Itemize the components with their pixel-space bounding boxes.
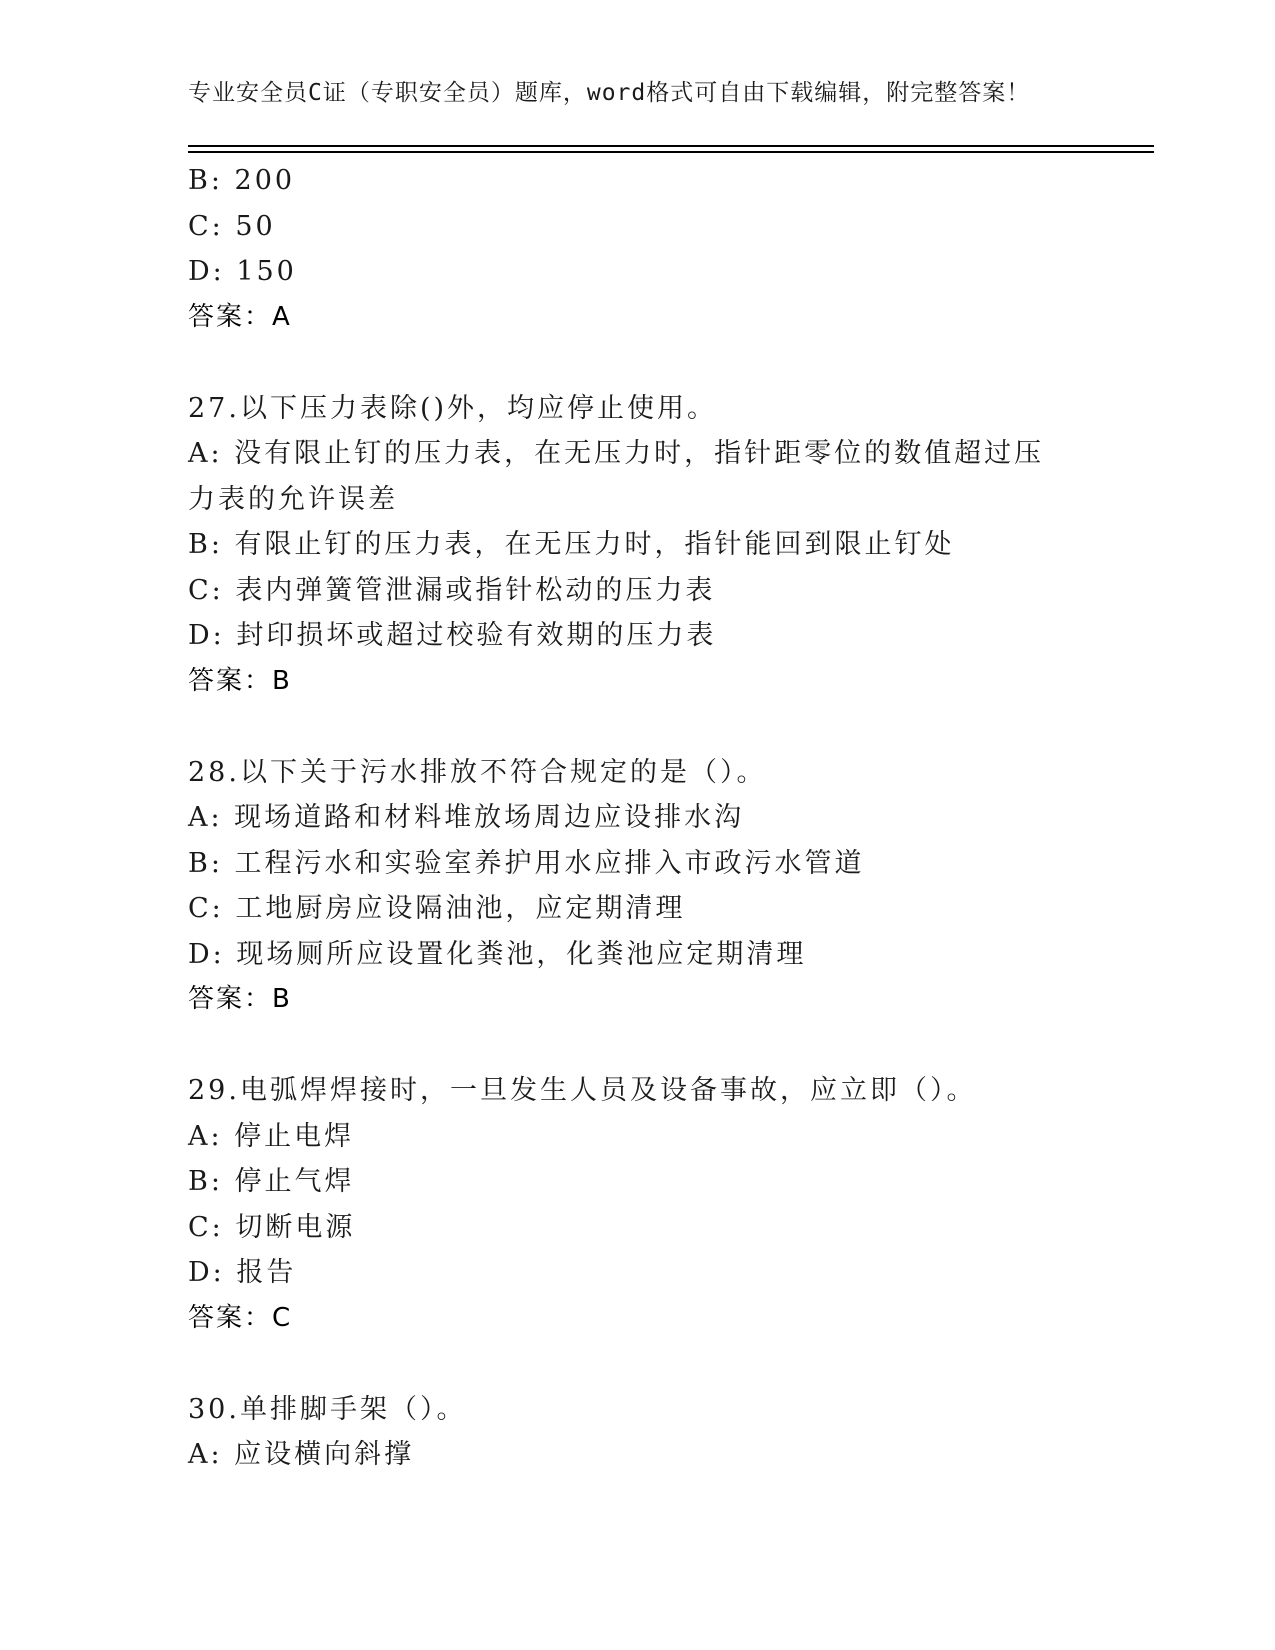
answer-label: 答案：B [188,984,292,1014]
option-c: C: 50 [188,210,276,242]
option-d: D: 封印损坏或超过校验有效期的压力表 [188,620,717,651]
option-a: A: 停止电焊 [188,1120,355,1152]
option-b: B: 有限止钉的压力表，在无压力时，指针能回到限止钉处 [188,529,955,560]
option-d: D: 150 [188,256,297,287]
option-a: A: 没有限止钉的压力表，在无压力时，指针距零位的数值超过压力表的允许误差 [188,438,1045,515]
option-b: B: 200 [188,165,296,196]
answer-label: 答案：C [188,1302,293,1333]
option-b: B: 工程污水和实验室养护用水应排入市政污水管道 [188,847,865,879]
option-c: C: 工地厨房应设隔油池，应定期清理 [188,893,686,924]
spacer [188,704,1088,750]
question-30 [188,1387,1088,1478]
option-b: B: 停止气焊 [188,1166,355,1197]
question-26-continued [188,158,1088,340]
option-c: C: 表内弹簧管泄漏或指针松动的压力表 [188,574,716,606]
option-a: A: 应设横向斜撑 [188,1439,415,1470]
question-29 [188,1068,1088,1341]
question-28 [188,750,1088,1023]
option-a: A: 现场道路和材料堆放场周边应设排水沟 [188,802,745,833]
header-rule-top [188,145,1154,147]
spacer [188,1023,1088,1069]
option-d: D: 报告 [188,1257,297,1288]
question-stem: 29.电弧焊焊接时，一旦发生人员及设备事故，应立即（）。 [188,1075,977,1106]
question-list [188,158,1088,1478]
header-rule-bottom [188,151,1154,153]
option-c: C: 切断电源 [188,1211,356,1243]
question-stem: 28.以下关于污水排放不符合规定的是（）。 [188,756,767,788]
answer-label: 答案：B [188,665,292,696]
question-27 [188,386,1088,705]
question-stem: 27.以下压力表除()外，均应停止使用。 [188,392,718,424]
page-header-title: 专业安全员C证（专职安全员）题库，word格式可自由下载编辑，附完整答案！ [188,80,1031,106]
answer-label: 答案：A [188,301,292,332]
option-d: D: 现场厕所应设置化粪池，化粪池应定期清理 [188,938,807,970]
spacer [188,340,1088,386]
question-stem: 30.单排脚手架（）。 [188,1393,467,1425]
spacer [188,1341,1088,1387]
